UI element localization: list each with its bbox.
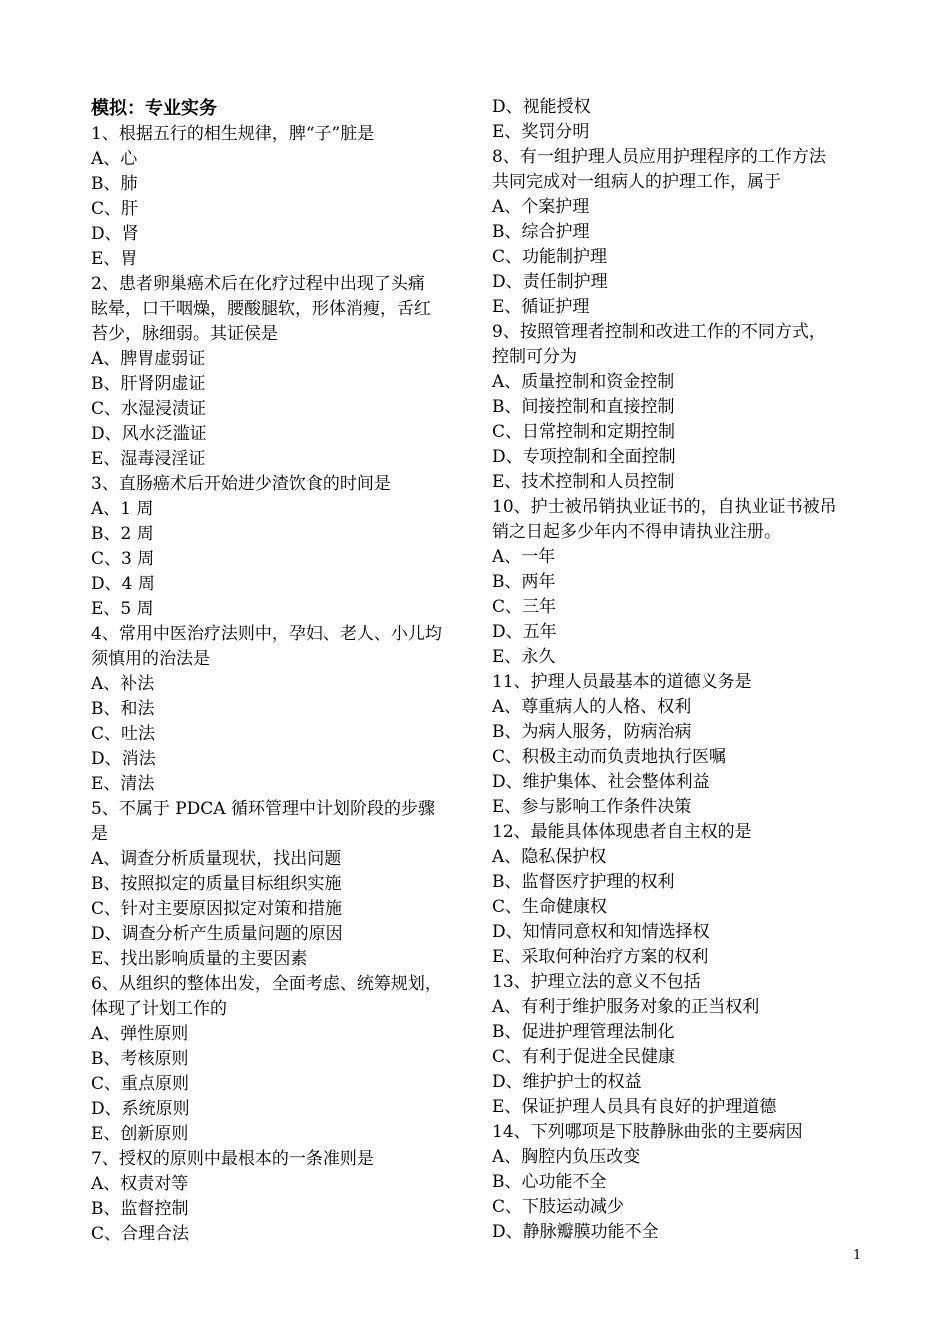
text-line: 8、有一组护理人员应用护理程序的工作方法 (492, 147, 826, 167)
text-line: B、监督医疗护理的权利 (492, 872, 675, 892)
text-line: A、弹性原则 (91, 1024, 189, 1044)
text-line: B、心功能不全 (492, 1172, 607, 1192)
text-line: 6、从组织的整体出发，全面考虑、统筹规划， (91, 974, 442, 994)
text-line: A、补法 (91, 674, 155, 694)
text-line: E、永久 (492, 647, 556, 667)
text-line: B、促进护理管理法制化 (492, 1022, 675, 1042)
text-line: D、维护集体、社会整体利益 (492, 772, 710, 792)
text-line: 13、护理立法的意义不包括 (492, 972, 701, 992)
text-line: 是 (91, 824, 108, 844)
text-line: E、循证护理 (492, 297, 590, 317)
text-line: 5、不属于 PDCA 循环管理中计划阶段的步骤 (91, 799, 435, 819)
text-line: A、脾胃虚弱证 (91, 349, 206, 369)
text-line: A、1 周 (91, 499, 154, 519)
text-line: C、重点原则 (91, 1074, 190, 1094)
right-question-list (492, 95, 872, 1245)
text-line: A、隐私保护权 (492, 847, 607, 867)
text-line: C、合理合法 (91, 1224, 190, 1244)
text-line: 1、根据五行的相生规律，脾“子”脏是 (91, 124, 375, 144)
text-line: B、间接控制和直接控制 (492, 397, 675, 417)
text-line: 体现了计划工作的 (91, 999, 227, 1019)
text-line: A、心 (91, 149, 138, 169)
text-line: B、2 周 (91, 524, 154, 544)
text-line: E、采取何种治疗方案的权利 (492, 947, 709, 967)
text-line: C、有利于促进全民健康 (492, 1047, 676, 1067)
text-line: C、水湿浸渍证 (91, 399, 207, 419)
text-line: D、知情同意权和知情选择权 (492, 922, 710, 942)
text-line: 3、直肠癌术后开始进少渣饮食的时间是 (91, 474, 391, 494)
text-line: A、有利于维护服务对象的正当权利 (492, 997, 760, 1017)
text-line: D、风水泛滥证 (91, 424, 207, 444)
text-line: B、综合护理 (492, 222, 590, 242)
text-line: A、一年 (492, 547, 556, 567)
text-line: 12、最能具体体现患者自主权的是 (492, 822, 752, 842)
text-line: B、两年 (492, 572, 556, 592)
text-line: B、肝肾阴虚证 (91, 374, 206, 394)
text-line: D、调查分析产生质量问题的原因 (91, 924, 343, 944)
text-line: 2、患者卵巢癌术后在化疗过程中出现了头痛 (91, 274, 425, 294)
text-line: 7、授权的原则中最根本的一条准则是 (91, 1149, 374, 1169)
text-line: 销之日起多少年内不得申请执业注册。 (492, 522, 781, 542)
text-line: C、吐法 (91, 724, 156, 744)
text-line: E、胃 (91, 249, 138, 269)
text-line: D、静脉瓣膜功能不全 (492, 1222, 659, 1242)
text-line: B、考核原则 (91, 1049, 189, 1069)
text-line: 须慎用的治法是 (91, 649, 210, 669)
text-line: C、下肢运动减少 (492, 1197, 625, 1217)
text-line: D、系统原则 (91, 1099, 190, 1119)
text-line: E、找出影响质量的主要因素 (91, 949, 308, 969)
text-line: D、五年 (492, 622, 557, 642)
text-line: E、参与影响工作条件决策 (492, 797, 692, 817)
text-line: 14、下列哪项是下肢静脉曲张的主要病因 (492, 1122, 803, 1142)
left-question-list (91, 122, 471, 1247)
text-line: C、功能制护理 (492, 247, 608, 267)
text-line: E、5 周 (91, 599, 154, 619)
text-line: 10、护士被吊销执业证书的，自执业证书被吊 (492, 497, 837, 517)
text-line: E、保证护理人员具有良好的护理道德 (492, 1097, 777, 1117)
text-line: 4、常用中医治疗法则中，孕妇、老人、小儿均 (91, 624, 442, 644)
text-line: E、创新原则 (91, 1124, 189, 1144)
text-line: D、肾 (91, 224, 139, 244)
text-line: A、调查分析质量现状，找出问题 (91, 849, 342, 869)
text-line: C、积极主动而负责地执行医嘱 (492, 747, 727, 767)
text-line: D、维护护士的权益 (492, 1072, 642, 1092)
text-line: E、奖罚分明 (492, 122, 590, 142)
text-line: C、三年 (492, 597, 557, 617)
text-line: B、监督控制 (91, 1199, 189, 1219)
text-line: A、权责对等 (91, 1174, 189, 1194)
text-line: E、湿毒浸淫证 (91, 449, 206, 469)
text-line: C、肝 (91, 199, 139, 219)
text-line: E、清法 (91, 774, 155, 794)
text-line: 控制可分为 (492, 347, 577, 367)
text-line: D、专项控制和全面控制 (492, 447, 676, 467)
text-line: C、生命健康权 (492, 897, 608, 917)
left-column (91, 95, 471, 1247)
text-line: A、尊重病人的人格、权利 (492, 697, 692, 717)
text-line: C、针对主要原因拟定对策和措施 (91, 899, 343, 919)
text-line: 苔少，脉细弱。其证侯是 (91, 324, 278, 344)
text-line: 9、按照管理者控制和改进工作的不同方式， (492, 322, 826, 342)
text-line: C、日常控制和定期控制 (492, 422, 676, 442)
text-line: 11、护理人员最基本的道德义务是 (492, 672, 752, 692)
text-line: 眩晕，口干咽燥，腰酸腿软，形体消瘦，舌红 (91, 299, 431, 319)
text-line: 共同完成对一组病人的护理工作，属于 (492, 172, 781, 192)
text-line: E、技术控制和人员控制 (492, 472, 675, 492)
text-line: A、质量控制和资金控制 (492, 372, 675, 392)
text-line: D、4 周 (91, 574, 155, 594)
text-line: A、胸腔内负压改变 (492, 1147, 641, 1167)
text-line: D、消法 (91, 749, 156, 769)
text-line: B、和法 (91, 699, 155, 719)
text-line: B、肺 (91, 174, 138, 194)
page-number: 1 (853, 1248, 862, 1263)
text-line: C、3 周 (91, 549, 155, 569)
text-line: A、个案护理 (492, 197, 590, 217)
text-line: D、责任制护理 (492, 272, 608, 292)
text-line: D、视能授权 (492, 97, 591, 117)
page-title: 模拟：专业实务 (91, 98, 217, 119)
right-column (492, 95, 872, 1245)
text-line: B、为病人服务，防病治病 (492, 722, 692, 742)
text-line: B、按照拟定的质量目标组织实施 (91, 874, 342, 894)
